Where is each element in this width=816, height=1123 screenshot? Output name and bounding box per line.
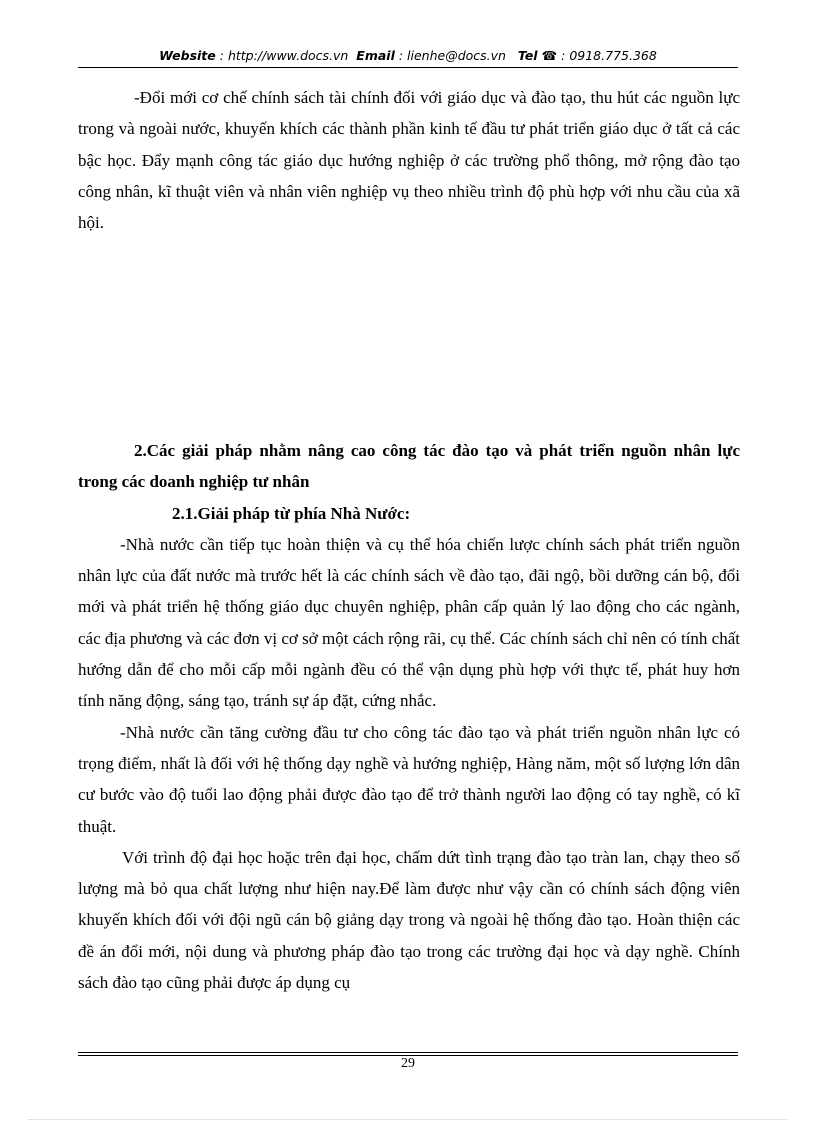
email-separator: : (394, 48, 408, 63)
section-paragraph: Với trình độ đại học hoặc trên đại học, chấm dứt tình trạng đào tạo tràn lan, chạy theo số lượng mà bỏ qua chất lượng như hiện nay.Để làm được như vậy cần có chính sách động viên khuyến khích đối với đội ngũ cán bộ giảng dạy trong và ngoài hệ thống đào tạo. Hoàn thiện các đề án đổi mới, nội dung và phương pháp đào tạo trong các trường đại học và dạy nghề. Chính sách đào tạo cũng phải được áp dụng cụ (78, 847, 740, 993)
header-divider (78, 67, 738, 68)
website-label: Website (159, 48, 216, 63)
tel-separator: : (557, 48, 570, 63)
section-paragraph: -Nhà nước cần tăng cường đầu tư cho công tác đào tạo và phát triển nguồn nhân lực có trọng điểm, nhất là đối với hệ thống dạy nghề và hướng nghiệp, Hàng năm, một số lượng lớn dân cư bước vào độ tuổi lao động phải được đào tạo để trở thành người lao động có tay nghề, có kĩ thuật. (78, 722, 740, 836)
tel-label: Tel (517, 48, 538, 63)
intro-paragraph: -Đổi mới cơ chế chính sách tài chính đối với giáo dục và đào tạo, thu hút các nguồn lực trong và ngoài nước, khuyến khích các thành phần kinh tế đầu tư phát triển giáo dục ở tất cả các bậc học. Đẩy mạnh công tác giáo dục hướng nghiệp ở các trường phổ thông, mở rộng đào tạo công nhân, kĩ thuật viên và nhân viên nghiệp vụ theo nhiều trình độ phù hợp với nhu cầu của xã hội. (78, 88, 740, 233)
email-address: lienhe@docs.vn (407, 48, 506, 63)
footer-divider-top (78, 1052, 738, 1053)
tel-number: 0918.775.368 (569, 48, 657, 63)
subsection-heading: 2.1.Giải pháp từ phía Nhà Nước: (172, 503, 411, 523)
phone-icon: ☎ (541, 48, 558, 63)
page-header (78, 48, 738, 63)
section-block (78, 435, 740, 998)
intro-block (78, 82, 740, 238)
page-number: 29 (401, 1056, 415, 1071)
website-url: http://www.docs.vn (227, 48, 349, 63)
section-heading: 2.Các giải pháp nhằm nâng cao công tác đào tạo và phát triển nguồn nhân lực trong các doanh nghiệp tư nhân (78, 441, 740, 492)
website-separator: : (215, 48, 228, 63)
page-bottom-dotted-line (28, 1119, 788, 1120)
section-paragraph: -Nhà nước cần tiếp tục hoàn thiện và cụ thể hóa chiến lược chính sách phát triển nguồn nhân lực của đất nước mà trước hết là các chính sách về đào tạo, đãi ngộ, bồi dưỡng cán bộ, đổi mới và phát triển hệ thống giáo dục chuyên nghiệp, phân cấp quản lý lao động cho các ngành, các địa phương và các đơn vị cơ sở một cách rộng rãi, cụ thể. Các chính sách chỉ nên có tính chất hướng dẫn để cho mỗi cấp mỗi ngành đều có thể vận dụng phù hợp với thực tế, phát huy hơn tính năng động, sáng tạo, tránh sự áp đặt, cứng nhắc. (78, 534, 740, 711)
email-label: Email (356, 48, 395, 63)
